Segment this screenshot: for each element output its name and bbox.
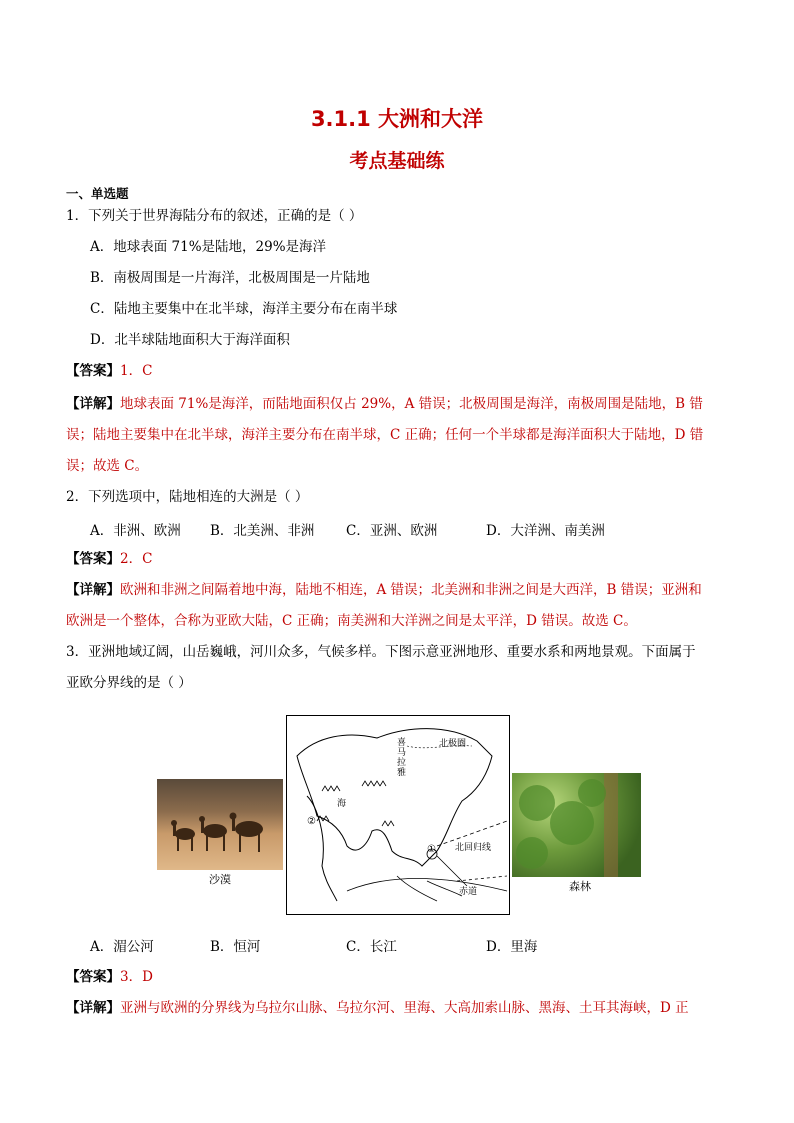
q3-options — [90, 935, 537, 955]
section-heading: 一、单选题 — [66, 186, 129, 201]
answer-tag: 【答案】 — [66, 551, 120, 567]
asia-map — [286, 715, 510, 915]
page-title: 3.1.1 大洲和大洋 — [310, 107, 484, 131]
answer-value: 3．D — [120, 969, 153, 985]
q1-option-c: C．陆地主要集中在北半球，海洋主要分布在南半球 — [90, 301, 398, 317]
q2-detail-line-2: 欧洲是一个整体，合称为亚欧大陆，C 正确；南美洲和大洋洲之间是太平洋，D 错误。故选 C。 — [66, 613, 637, 629]
q3-option-b: B．恒河 — [210, 939, 261, 955]
map-marker-2: ② — [307, 816, 316, 827]
answer-tag: 【答案】 — [66, 969, 120, 985]
map-marker-1: ① — [427, 844, 436, 855]
q3-stem-line-2: 亚欧分界线的是（ ） — [66, 675, 192, 691]
q3-detail-line-1 — [66, 999, 689, 1017]
detail-text: 欧洲和非洲之间隔着地中海，陆地不相连，A 错误；北美洲和非洲之间是大西洋，B 错误；亚洲和 — [120, 582, 702, 598]
q1-detail-line-2: 误；陆地主要集中在北半球，海洋主要分布在南半球，C 正确；任何一个半球都是海洋面积大于陆地，D 错 — [66, 427, 704, 443]
q2-options — [90, 519, 605, 539]
caption-desert: 沙漠 — [209, 873, 231, 886]
q3-option-c: C．长江 — [346, 939, 397, 955]
q2-option-b: B．北美洲、非洲 — [210, 523, 315, 539]
answer-value: 2．C — [120, 551, 153, 567]
q1-detail-line-1 — [66, 395, 703, 413]
q2-answer — [66, 550, 152, 568]
answer-value: 1．C — [120, 363, 153, 379]
q1-answer — [66, 362, 152, 380]
q2-detail-line-1 — [66, 581, 702, 599]
detail-tag: 【详解】 — [66, 582, 120, 598]
map-label-equator: 赤道 — [459, 887, 478, 897]
map-label-arctic-circle: 北极圈 — [439, 739, 467, 749]
q3-answer — [66, 968, 153, 986]
q3-option-a: A．湄公河 — [90, 939, 154, 955]
page-subtitle: 考点基础练 — [349, 150, 445, 172]
forest-photo — [512, 773, 641, 877]
q1-option-d: D．北半球陆地面积大于海洋面积 — [90, 332, 290, 348]
q3-stem-line-1: 3．亚洲地域辽阔，山岳巍峨，河川众多，气候多样。下图示意亚洲地形、重要水系和两地景观。下面属于 — [66, 644, 696, 660]
q2-option-a: A．非洲、欧洲 — [90, 523, 181, 539]
detail-tag: 【详解】 — [66, 1000, 120, 1016]
map-label-himalaya: 喜马拉雅 — [397, 738, 407, 778]
q1-option-a: A．地球表面 71%是陆地，29%是海洋 — [90, 239, 327, 255]
tree-foliage-icon — [512, 773, 641, 877]
detail-tag: 【详解】 — [66, 396, 120, 412]
detail-text: 地球表面 71%是海洋，而陆地面积仅占 29%，A 错误；北极周围是海洋，南极周围是陆地，B 错 — [120, 396, 703, 412]
q1-option-b: B．南极周围是一片海洋，北极周围是一片陆地 — [90, 270, 370, 286]
caption-forest: 森林 — [569, 880, 591, 893]
answer-tag: 【答案】 — [66, 363, 120, 379]
map-label-tropic: 北回归线 — [455, 843, 492, 853]
q1-detail-line-3: 误；故选 C。 — [66, 458, 149, 474]
q1-stem: 1．下列关于世界海陆分布的叙述，正确的是（ ） — [66, 208, 363, 224]
desert-photo — [157, 779, 283, 870]
map-label-sea: 海 — [337, 799, 347, 809]
q3-option-d: D．里海 — [486, 939, 538, 955]
q2-stem: 2．下列选项中，陆地相连的大洲是（ ） — [66, 489, 309, 505]
camel-caravan-icon — [157, 779, 283, 870]
q2-option-c: C．亚洲、欧洲 — [346, 523, 438, 539]
detail-text: 亚洲与欧洲的分界线为乌拉尔山脉、乌拉尔河、里海、大高加索山脉、黑海、土耳其海峡，D 正 — [120, 1000, 689, 1016]
q2-option-d: D．大洋洲、南美洲 — [486, 523, 605, 539]
